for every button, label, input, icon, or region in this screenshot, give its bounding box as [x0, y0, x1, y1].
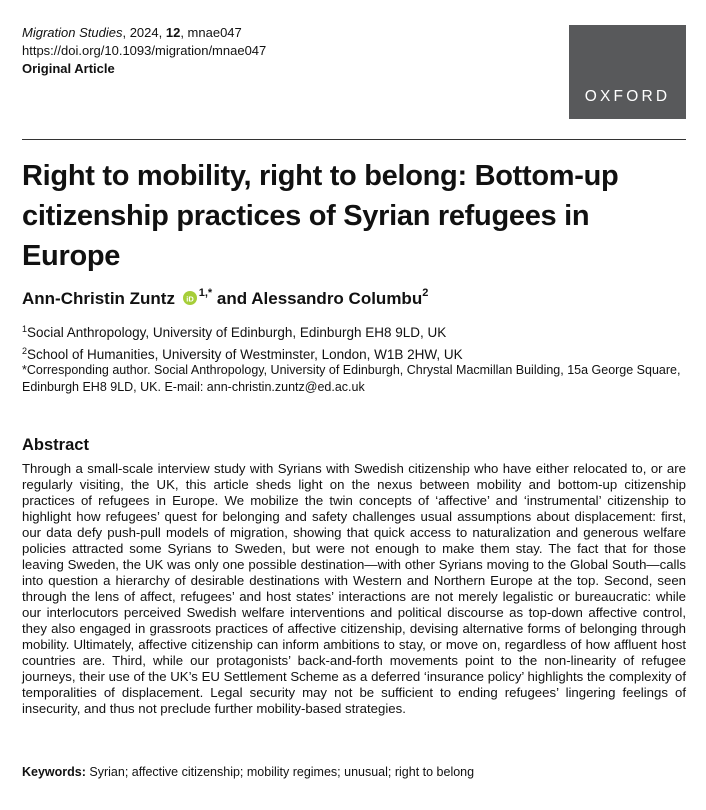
author-first-affil: 1,*	[198, 287, 213, 299]
abstract-heading: Abstract	[22, 436, 89, 454]
author-second[interactable]: Alessandro Columbu	[251, 289, 423, 308]
article-header-meta	[22, 24, 266, 78]
affiliations	[22, 320, 463, 364]
author-first[interactable]: Ann-Christin Zuntz	[22, 289, 175, 308]
article-id: , mnae047	[180, 25, 242, 40]
affiliation-text: School of Humanities, University of Westminster, London, W1B 2HW, UK	[27, 347, 463, 362]
journal-year: 2024,	[129, 25, 163, 40]
affiliation-item	[22, 342, 463, 364]
doi-link[interactable]: https://doi.org/10.1093/migration/mnae047	[22, 43, 267, 58]
keywords-list: Syrian; affective citizenship; mobility regimes; unusual; right to belong	[89, 765, 475, 779]
citation-line: Migration Studies, 2024, 12, mnae047	[22, 25, 242, 40]
affiliation-item	[22, 320, 463, 342]
corresponding-author-note: *Corresponding author. Social Anthropology, University of Edinburgh, Chrystal Macmillan Building, 15a George Square, Edinburgh EH8 9LD, UK. E-mail: ann-christin.zuntz@ed.ac.uk	[22, 363, 681, 394]
orcid-icon[interactable]	[183, 291, 197, 305]
affiliation-number: 2	[22, 346, 28, 356]
affiliation-text: Social Anthropology, University of Edinburgh, Edinburgh EH8 9LD, UK	[27, 325, 447, 340]
author-conjunction: and	[216, 289, 248, 308]
svg-text:iD: iD	[185, 294, 194, 304]
author-second-affil: 2	[422, 287, 429, 299]
header-divider	[22, 139, 686, 140]
article-type: Original Article	[22, 61, 115, 76]
keywords-label: Keywords:	[22, 765, 86, 779]
journal-volume: 12	[165, 25, 181, 40]
journal-name: Migration Studies	[22, 25, 123, 40]
oxford-logo-text: OXFORD	[584, 88, 671, 105]
affiliation-number: 1	[22, 324, 28, 334]
article-title: Right to mobility, right to belong: Bottom-up citizenship practices of Syrian refugees in Europe	[22, 160, 619, 272]
keywords	[22, 764, 474, 780]
author-line	[22, 287, 428, 309]
abstract-text: Through a small-scale interview study with Syrians with Swedish citizenship who have either relocated to, or are regularly visiting, the UK, this article sheds light on the nexus between mobility and bottom-up citizenship practices of refugees in Europe. We mobilize the twin concepts of ‘affective’ and ‘instrumental’ citizenship to highlight how refugees’ quest for belonging and safety challenges usual assumptions about displacement: first, our data defy push-pull models of migration, showing that quick access to naturalization and generous welfare policies attracted some Syrians to Sweden, but were not enough to make them stay. The fact that for those leaving Sweden, the UK was only one possible destination—with other Syrians moving to the Global South—calls into question a hierarchy of desirable destinations with Western and Northern Europe at the top. Second, seen through the lens of affect, refugees’ and host states’ interactions are not merely legalistic or bureaucratic: while our interlocutors perceived Swedish welfare interventions and political discourse as top-down affective control, they also engaged in grassroots practices of affective citizenship, devising alternative forms of belonging through mobility. Ultimately, affective citizenship can inform ambitions to stay, or move on, regardless of how affluent host countries are. Third, while our protagonists’ back-and-forth movements point to the non-linearity of refugee journeys, their use of the UK’s EU Settlement Scheme as a deferred ‘insurance policy’ highlights the complexity of temporalities of displacement. Legal security may not be sufficient to ending refugees’ lingering feelings of insecurity, and thus not preclude further mobility-based strategies.	[22, 461, 686, 716]
oxford-logo	[569, 25, 686, 119]
